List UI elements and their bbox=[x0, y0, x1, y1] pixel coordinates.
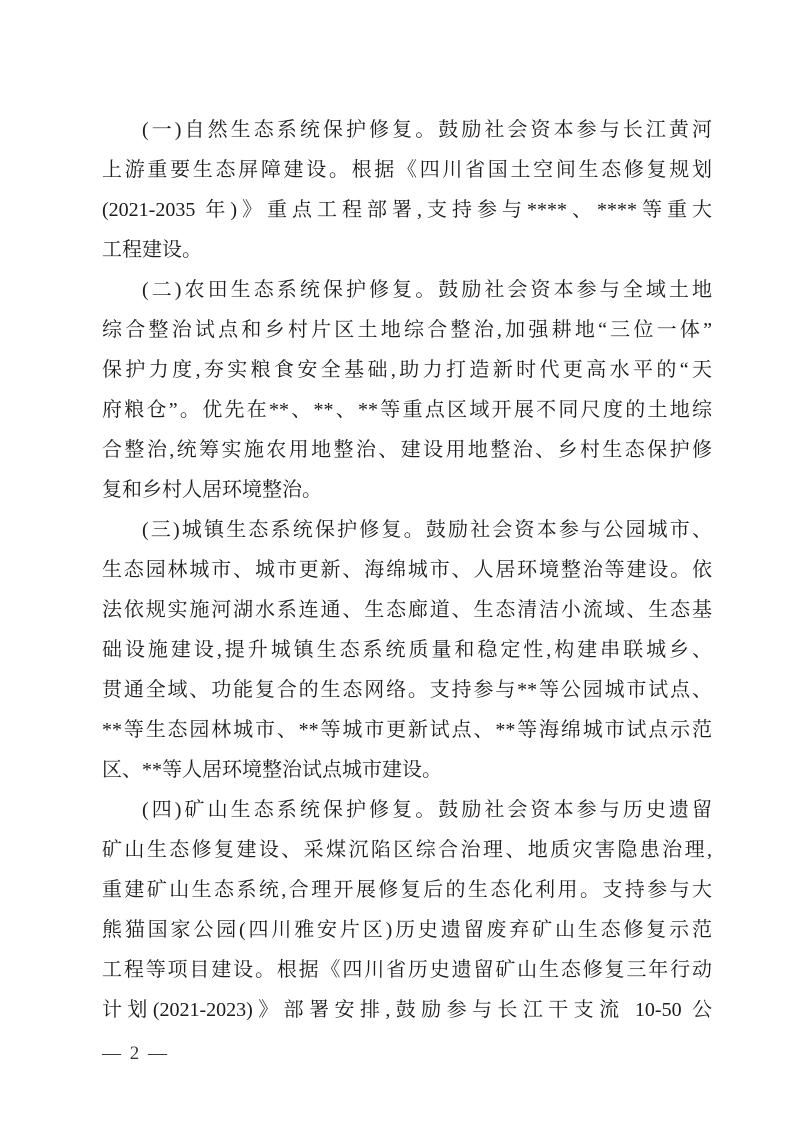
text-line: 计划(2021-2023)》部署安排,鼓励参与长江干支流 10-50 公 bbox=[102, 999, 712, 1021]
text-line: 区、**等人居环境整治试点城市建设。 bbox=[102, 759, 442, 781]
text-line: 工程等项目建设。根据《四川省历史遗留矿山生态修复三年行动 bbox=[102, 959, 712, 981]
text-line: 法依规实施河湖水系连通、生态廊道、生态清洁小流域、生态基 bbox=[102, 599, 712, 621]
text-line: (四)矿山生态系统保护修复。鼓励社会资本参与历史遗留 bbox=[142, 799, 712, 821]
text-line: 综合整治试点和乡村片区土地综合整治,加强耕地“三位一体” bbox=[102, 319, 712, 341]
text-line: 上游重要生态屏障建设。根据《四川省国土空间生态修复规划 bbox=[102, 159, 712, 181]
text-line: 府粮仓”。优先在**、**、**等重点区域开展不同尺度的土地综 bbox=[102, 399, 712, 421]
text-line: 熊猫国家公园(四川雅安片区)历史遗留废弃矿山生态修复示范 bbox=[102, 919, 712, 941]
text-line: (二)农田生态系统保护修复。鼓励社会资本参与全域土地 bbox=[142, 279, 712, 301]
text-line: 重建矿山生态系统,合理开展修复后的生态化利用。支持参与大 bbox=[102, 879, 712, 901]
text-line: 矿山生态修复建设、采煤沉陷区综合治理、地质灾害隐患治理, bbox=[102, 839, 712, 861]
text-line: 生态园林城市、城市更新、海绵城市、人居环境整治等建设。依 bbox=[102, 559, 712, 581]
text-line: (三)城镇生态系统保护修复。鼓励社会资本参与公园城市、 bbox=[142, 519, 712, 541]
text-line: 工程建设。 bbox=[102, 239, 202, 261]
text-line: (2021-2035 年)》重点工程部署,支持参与****、****等重大 bbox=[102, 199, 712, 221]
text-line: 贯通全域、功能复合的生态网络。支持参与**等公园城市试点、 bbox=[102, 679, 712, 701]
text-line: 础设施建设,提升城镇生态系统质量和稳定性,构建串联城乡、 bbox=[102, 639, 712, 661]
paragraph-3-urban-ecosystem-restoration bbox=[102, 510, 712, 790]
text-line: 复和乡村人居环境整治。 bbox=[102, 479, 322, 501]
paragraph-4-mine-ecosystem-restoration bbox=[102, 790, 712, 1030]
paragraph-1-natural-ecosystem-restoration bbox=[102, 110, 712, 270]
text-line: 保护力度,夯实粮食安全基础,助力打造新时代更高水平的“天 bbox=[102, 359, 712, 381]
paragraph-2-farmland-ecosystem-restoration bbox=[102, 270, 712, 510]
page-number: — 2 — bbox=[102, 1043, 169, 1064]
text-line: (一)自然生态系统保护修复。鼓励社会资本参与长江黄河 bbox=[142, 119, 712, 141]
text-line: **等生态园林城市、**等城市更新试点、**等海绵城市试点示范 bbox=[102, 719, 712, 741]
text-line: 合整治,统筹实施农用地整治、建设用地整治、乡村生态保护修 bbox=[102, 439, 712, 461]
document-body bbox=[102, 110, 712, 1030]
